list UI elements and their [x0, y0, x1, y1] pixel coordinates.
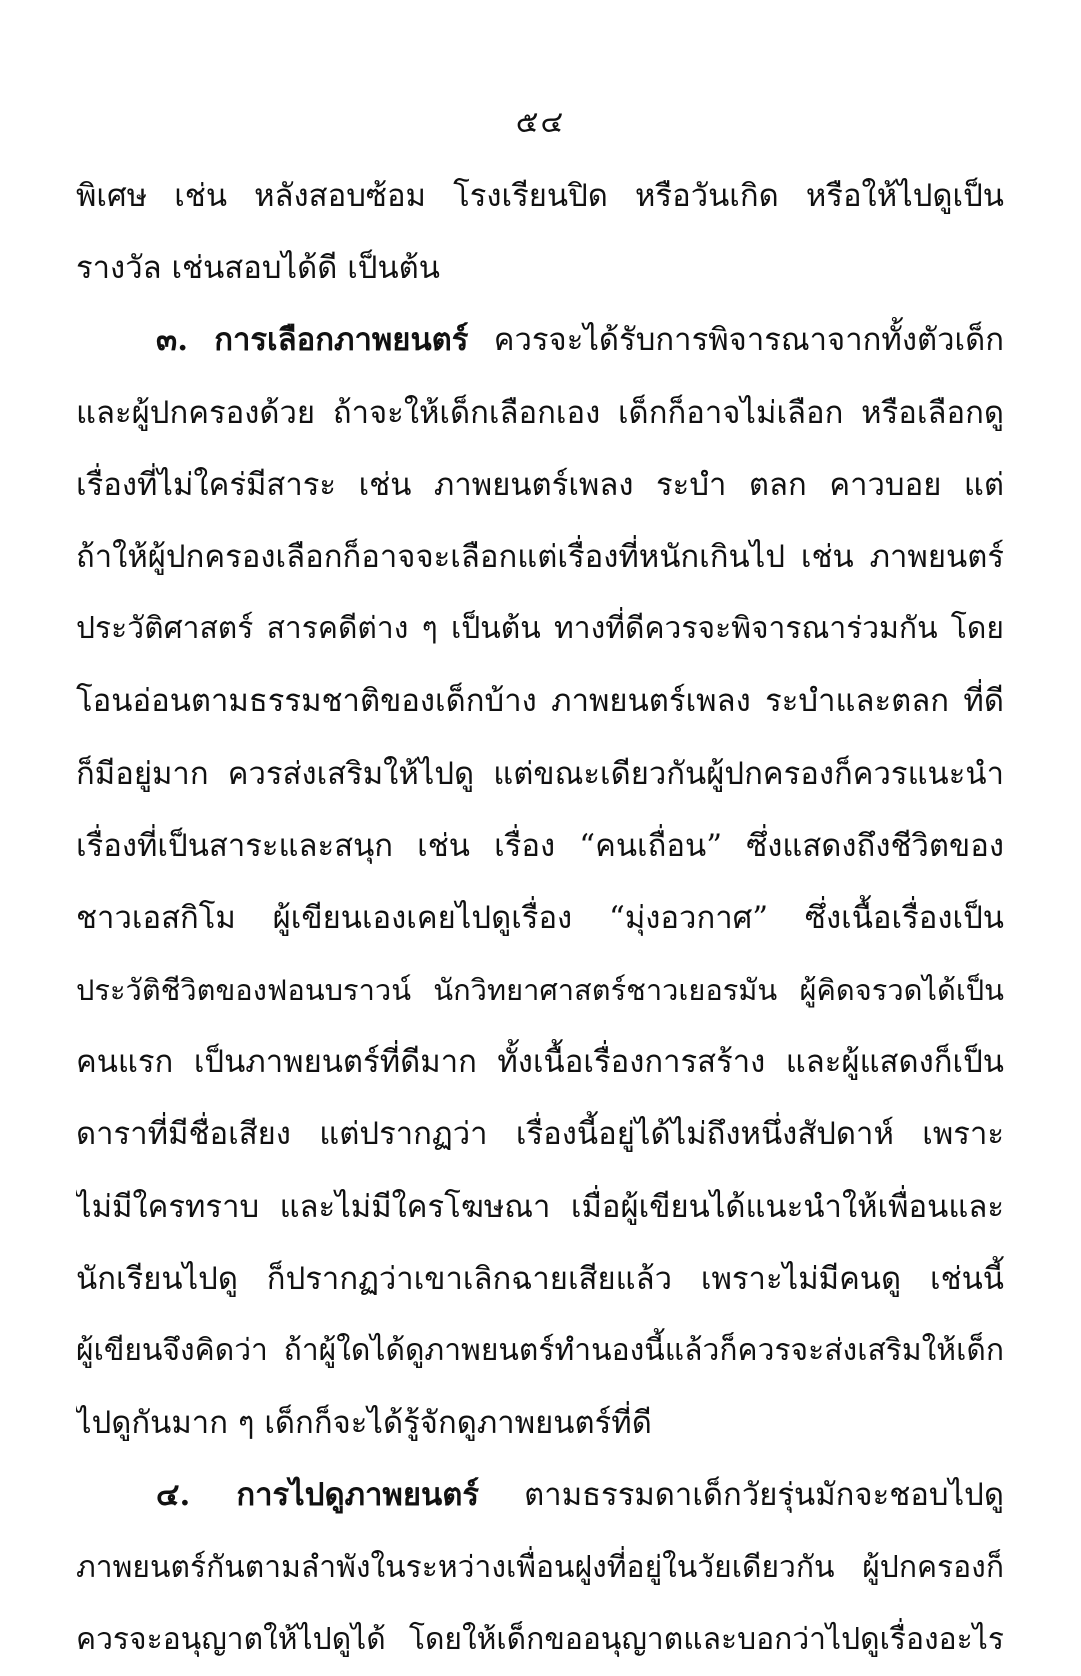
text-line: [76, 1604, 1004, 1676]
line-text: ชาวเอสกิโม ผู้เขียนเองเคยไปดูเรื่อง “มุ่งอวกาศ” ซึ่งเนื้อเรื่องเป็น: [76, 899, 1004, 936]
line-text: รางวัล เช่นสอบได้ดี เป็นต้น: [76, 250, 440, 287]
text-line: [76, 882, 1004, 954]
text-line: [76, 1171, 1004, 1243]
text-line: [76, 521, 1004, 593]
line-text: เรื่องที่เป็นสาระและสนุก เช่น เรื่อง “คนเถื่อน” ซึ่งแสดงถึงชีวิตของ: [76, 827, 1004, 864]
line-text: พิเศษ เช่น หลังสอบซ้อม โรงเรียนปิด หรือวันเกิด หรือให้ไปดูเป็น: [76, 178, 1004, 214]
line-text: คนแรก เป็นภาพยนตร์ที่ดีมาก ทั้งเนื้อเรื่องการสร้าง และผู้แสดงก็เป็น: [76, 1044, 1004, 1081]
line-text: ไม่มีใครทราบ และไม่มีใครโฆษณา เมื่อผู้เขียนได้แนะนำให้เพื่อนและ: [76, 1188, 1004, 1225]
text-line: [76, 1387, 1004, 1459]
line-text: ถ้าให้ผู้ปกครองเลือกก็อาจจะเลือกแต่เรื่องที่หนักเกินไป เช่น ภาพยนตร์: [76, 538, 1004, 575]
line-text: ผู้เขียนจึงคิดว่า ถ้าผู้ใดได้ดูภาพยนตร์ทำนองนี้แล้วก็ควรจะส่งเสริมให้เด็ก: [76, 1333, 1004, 1368]
page-number: ๕๔: [515, 105, 566, 140]
text-line: [76, 665, 1004, 737]
text-line: [76, 449, 1004, 521]
line-text: ภาพยนตร์กันตามลำพังในระหว่างเพื่อนฝูงที่อยู่ในวัยเดียวกัน ผู้ปกครองก็: [76, 1549, 1004, 1585]
text-line: [76, 810, 1004, 882]
line-text: ประวัติศาสตร์ สารคดีต่าง ๆ เป็นต้น ทางที่ดีควรจะพิจารณาร่วมกัน โดย: [76, 611, 1004, 647]
text-line: [76, 160, 1004, 232]
text-line: [76, 954, 1004, 1026]
line-text: ไปดูกันมาก ๆ เด็กก็จะได้รู้จักดูภาพยนตร์ที่ดี: [76, 1405, 652, 1442]
line-text: ควรจะอนุญาตให้ไปดูได้ โดยให้เด็กขออนุญาตและบอกว่าไปดูเรื่องอะไร: [76, 1621, 1004, 1657]
section-heading: ๓. การเลือกภาพยนตร์: [156, 322, 469, 359]
text-line: [76, 1098, 1004, 1170]
line-text: และผู้ปกครองด้วย ถ้าจะให้เด็กเลือกเอง เด็กก็อาจไม่เลือก หรือเลือกดู: [76, 394, 1004, 431]
text-line: [76, 377, 1004, 449]
text-line: [76, 1243, 1004, 1315]
text-line: [76, 1026, 1004, 1098]
section-heading: ๔. การไปดูภาพยนตร์: [156, 1477, 479, 1514]
body-text: [76, 160, 1004, 1676]
text-line: [76, 232, 1004, 304]
text-line: [76, 738, 1004, 810]
line-text: นักเรียนไปดู ก็ปรากฏว่าเขาเลิกฉายเสียแล้ว เพราะไม่มีคนดู เช่นนี้: [76, 1260, 1004, 1297]
text-line: [76, 1532, 1004, 1604]
text-line: [76, 593, 1004, 665]
line-text: ตามธรรมดาเด็กวัยรุ่นมักจะชอบไปดู: [479, 1477, 1004, 1514]
text-line: [76, 304, 1004, 376]
line-text: ก็มีอยู่มาก ควรส่งเสริมให้ไปดู แต่ขณะเดียวกันผู้ปกครองก็ควรแนะนำ: [76, 755, 1004, 792]
line-text: ควรจะได้รับการพิจารณาจากทั้งตัวเด็ก: [468, 322, 1004, 359]
text-line: [76, 1315, 1004, 1387]
line-text: ประวัติชีวิตของฟอนบราวน์ นักวิทยาศาสตร์ชาวเยอรมัน ผู้คิดจรวดได้เป็น: [76, 973, 1004, 1008]
line-text: ดาราที่มีชื่อเสียง แต่ปรากฏว่า เรื่องนี้อยู่ได้ไม่ถึงหนึ่งสัปดาห์ เพราะ: [76, 1116, 1004, 1153]
text-line: [76, 1459, 1004, 1531]
line-text: โอนอ่อนตามธรรมชาติของเด็กบ้าง ภาพยนตร์เพลง ระบำและตลก ที่ดี: [76, 683, 1004, 720]
line-text: เรื่องที่ไม่ใคร่มีสาระ เช่น ภาพยนตร์เพลง ระบำ ตลก คาวบอย แต่: [76, 466, 1004, 503]
